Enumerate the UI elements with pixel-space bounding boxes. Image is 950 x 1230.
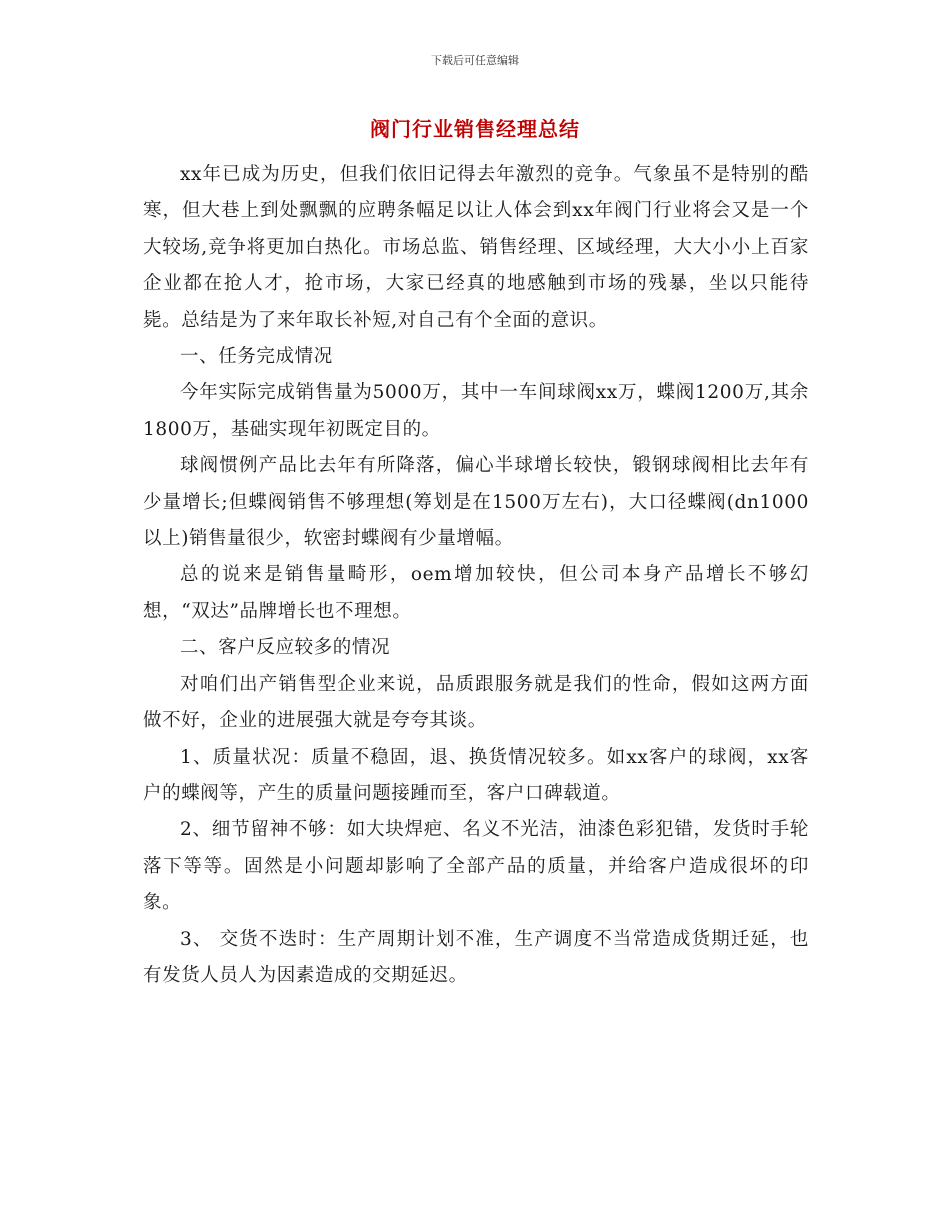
list-item-quality: 1、质量状况：质量不稳固，退、换货情况较多。如xx客户的球阀，xx客户的蝶阀等，产生的质量问题接踵而至，客户口碑载道。: [143, 746, 809, 804]
paragraph-intro: xx年已成为历史，但我们依旧记得去年激烈的竞争。气象虽不是特别的酷寒，但大巷上到处飘飘的应聘条幅足以让人体会到xx年阀门行业将会又是一个大较场,竞争将更加白热化。市场总监、销售经理、区域经理，大大小小上百家企业都在抢人才，抢市场，大家已经真的地感触到市场的残暴，坐以只能待毙。总结是为了来年取长补短,对自己有个全面的意识。: [143, 164, 809, 331]
paragraph-sales-volume: 今年实际完成销售量为5000万，其中一车间球阀xx万，蝶阀1200万,其余1800万，基础实现年初既定目的。: [143, 382, 809, 440]
section-heading-tasks: 一、任务完成情况: [180, 346, 333, 368]
document-title: 阀门行业销售经理总结: [370, 117, 580, 141]
list-item-delivery: 3、 交货不迭时：生产周期计划不准，生产调度不当常造成货期迁延，也有发货人员人为因素造成的交期延迟。: [143, 928, 809, 986]
page-header-note: 下载后可任意编辑: [431, 54, 519, 67]
paragraph-overall-summary: 总的说来是销售量畸形，oem增加较快，但公司本身产品增长不够幻想，“双达”品牌增长也不理想。: [143, 564, 809, 622]
document-body: [143, 157, 809, 994]
paragraph-quality-service: 对咱们出产销售型企业来说，品质跟服务就是我们的性命，假如这两方面做不好，企业的进展强大就是夸夸其谈。: [143, 673, 809, 732]
paragraph-product-trends: 球阀惯例产品比去年有所降落，偏心半球增长较快，锻钢球阀相比去年有少量增长;但蝶阀销售不够理想(筹划是在1500万左右)，大口径蝶阀(dn1000以上)销售量很少，软密封蝶阀有少量增幅。: [143, 455, 809, 550]
section-heading-feedback: 二、客户反应较多的情况: [180, 637, 391, 659]
list-item-details: 2、细节留神不够：如大块焊疤、名义不光洁，油漆色彩犯错，发货时手轮落下等等。固然是小问题却影响了全部产品的质量，并给客户造成很坏的印象。: [143, 819, 809, 914]
